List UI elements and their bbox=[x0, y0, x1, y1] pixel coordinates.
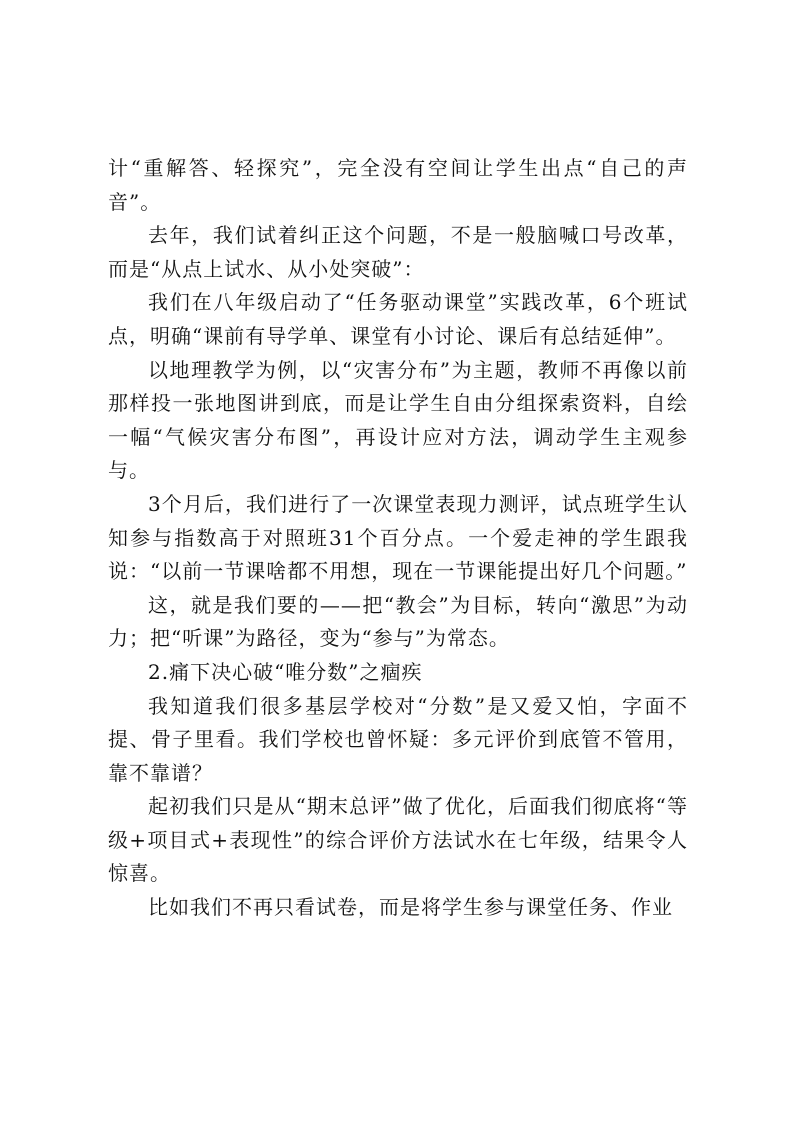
paragraph: 去年，我们试着纠正这个问题，不是一般脑喊口号改革，而是“从点上试水、从小处突破”： bbox=[108, 223, 688, 281]
paragraph: 比如我们不再只看试卷，而是将学生参与课堂任务、作业 bbox=[148, 895, 673, 920]
document-body bbox=[108, 152, 688, 925]
paragraph: 我知道我们很多基层学校对“分数”是又爱又怕，字面不提、骨子里看。我们学校也曾怀疑：多元评价到底管不管用，靠不靠谱？ bbox=[108, 693, 688, 785]
paragraph: 以地理教学为例，以“灾害分布”为主题，教师不再像以前那样投一张地图讲到底，而是让学生自由分组探索资料，自绘一幅“气候灾害分布图”，再设计应对方法，调动学生主观参与。 bbox=[108, 357, 688, 483]
section-heading: 2.痛下决心破“唯分数”之痼疾 bbox=[148, 659, 423, 684]
paragraph: 这，就是我们要的——把“教会”为目标，转向“激思”为动力；把“听课”为路径，变为“参与”为常态。 bbox=[108, 592, 688, 651]
paragraph: 起初我们只是从“期末总评”做了优化，后面我们彻底将“等级+项目式+表现性”的综合评价方法试水在七年级，结果令人惊喜。 bbox=[108, 794, 688, 886]
paragraph: 我们在八年级启动了“任务驱动课堂”实践改革，6个班试点，明确“课前有导学单、课堂有小讨论、课后有总结延伸”。 bbox=[108, 290, 688, 348]
paragraph-continuation: 计“重解答、轻探究”，完全没有空间让学生出点“自己的声音”。 bbox=[108, 156, 688, 214]
paragraph: 3个月后，我们进行了一次课堂表现力测评，试点班学生认知参与指数高于对照班31个百分点。一个爱走神的学生跟我说：“以前一节课啥都不用想，现在一节课能提出好几个问题。” bbox=[108, 491, 688, 584]
